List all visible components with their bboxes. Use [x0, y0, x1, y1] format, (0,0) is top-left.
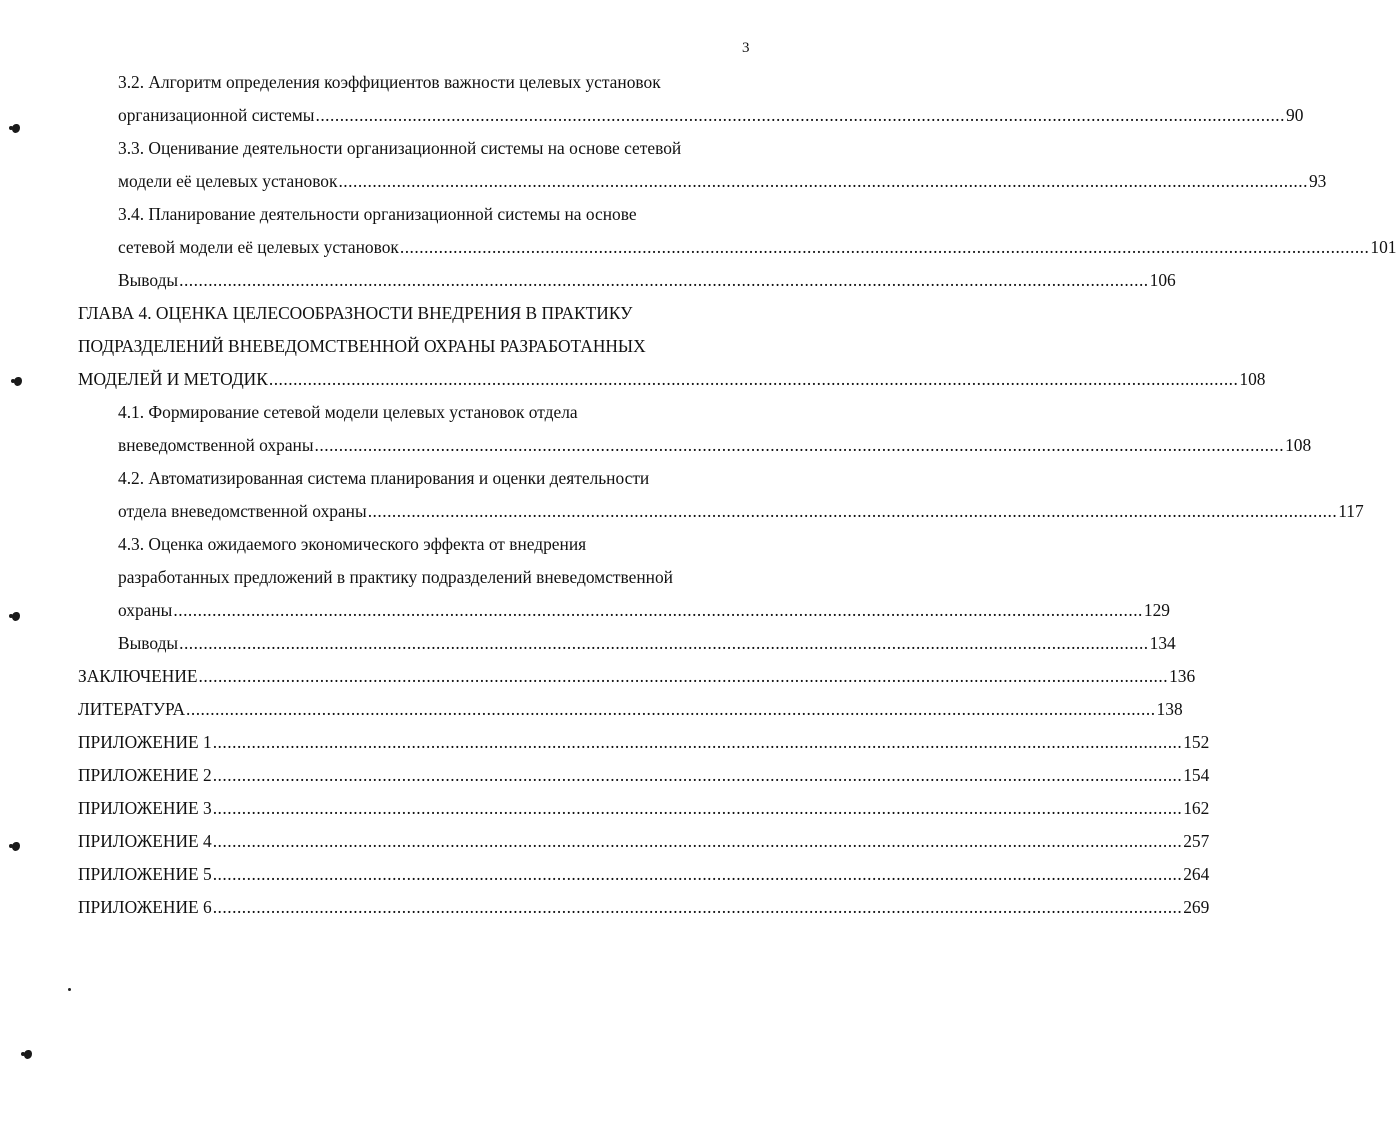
toc-entry-text: 4.2. Автоматизированная система планирования и оценки деятельности [118, 468, 650, 488]
toc-entry-3-4[interactable] [78, 231, 1396, 264]
toc-entry-text: охраны [118, 600, 173, 620]
toc-entry-appendix-2[interactable] [78, 759, 1210, 792]
scan-mark [12, 842, 20, 851]
toc-entry-appendix-1[interactable] [78, 726, 1210, 759]
toc-chapter-4-line1 [78, 297, 751, 330]
toc-entry-text: организационной системы [118, 105, 315, 125]
toc-chapter-4[interactable] [78, 363, 1266, 396]
toc-entry-text: ПРИЛОЖЕНИЕ 4 [78, 831, 212, 851]
leader-dots: ........................................................................................................................................................................................................ [315, 105, 1285, 125]
toc-entry-text: 4.3. Оценка ожидаемого экономического эффекта от внедрения [118, 534, 587, 554]
toc-entry-conclusions-3[interactable] [78, 264, 1176, 297]
toc-entry-conclusion[interactable] [78, 660, 1196, 693]
leader-dots: ........................................................................................................................................................................................................ [212, 765, 1183, 785]
toc-entry-4-3[interactable] [78, 594, 1170, 627]
toc-entry-text: ПРИЛОЖЕНИЕ 3 [78, 798, 212, 818]
leader-dots: ........................................................................................................................................................................................................ [212, 798, 1183, 818]
toc-entry-text: ПРИЛОЖЕНИЕ 1 [78, 732, 212, 752]
leader-dots: ........................................................................................................................................................................................................ [314, 435, 1285, 455]
leader-dots: ........................................................................................................................................................................................................ [198, 666, 1169, 686]
toc-page-number: 108 [1285, 435, 1312, 455]
toc-page-number: 93 [1308, 171, 1327, 191]
toc-entry-text: Выводы [118, 270, 179, 290]
toc-page-number: 152 [1183, 732, 1210, 752]
toc-page-number: 129 [1143, 600, 1170, 620]
toc-entry-3-4-line1 [78, 198, 751, 231]
toc-page-number: 257 [1183, 831, 1210, 851]
leader-dots: ........................................................................................................................................................................................................ [212, 831, 1183, 851]
leader-dots: ........................................................................................................................................................................................................ [212, 897, 1183, 917]
toc-page-number: 162 [1183, 798, 1210, 818]
leader-dots: ........................................................................................................................................................................................................ [212, 864, 1183, 884]
toc-entry-text: отдела вневедомственной охраны [118, 501, 367, 521]
toc-entry-text: ПРИЛОЖЕНИЕ 2 [78, 765, 212, 785]
leader-dots: ........................................................................................................................................................................................................ [173, 600, 1143, 620]
toc-entry-4-3-line1 [78, 528, 751, 561]
toc-entry-text: ЗАКЛЮЧЕНИЕ [78, 666, 198, 686]
toc-page-number: 269 [1183, 897, 1210, 917]
toc-page-number: 101 [1370, 237, 1396, 257]
toc-entry-appendix-5[interactable] [78, 858, 1210, 891]
toc-page-number: 138 [1156, 699, 1183, 719]
leader-dots: ........................................................................................................................................................................................................ [399, 237, 1370, 257]
toc-entry-text: вневедомственной охраны [118, 435, 314, 455]
toc-entry-text: ПОДРАЗДЕЛЕНИЙ ВНЕВЕДОМСТВЕННОЙ ОХРАНЫ РАЗРАБОТАННЫХ [78, 336, 646, 356]
toc-page-number: 264 [1183, 864, 1210, 884]
scan-mark [14, 377, 22, 386]
toc-chapter-4-line2 [78, 330, 751, 363]
scan-mark [12, 612, 20, 621]
toc-page-number: 134 [1149, 633, 1176, 653]
toc-entry-text: Выводы [118, 633, 179, 653]
toc-entry-4-2[interactable] [78, 495, 1364, 528]
toc-page-number: 90 [1286, 105, 1304, 125]
toc-entry-text: разработанных предложений в практику подразделений вневедомственной [118, 567, 673, 587]
toc-entry-3-2-line1 [78, 66, 751, 99]
toc-page-number: 136 [1169, 666, 1196, 686]
toc-entry-text: 3.4. Планирование деятельности организационной системы на основе [118, 204, 637, 224]
toc-entry-conclusions-4[interactable] [78, 627, 1176, 660]
toc-entry-3-2[interactable] [78, 99, 1304, 132]
leader-dots: ........................................................................................................................................................................................................ [186, 699, 1156, 719]
toc-entry-text: ПРИЛОЖЕНИЕ 6 [78, 897, 212, 917]
table-of-contents [78, 66, 1396, 924]
toc-page-number: 117 [1338, 501, 1364, 521]
scan-mark [24, 1050, 32, 1059]
toc-page-number: 154 [1183, 765, 1210, 785]
toc-entry-appendix-3[interactable] [78, 792, 1210, 825]
toc-entry-4-3-line2 [78, 561, 751, 594]
leader-dots: ........................................................................................................................................................................................................ [179, 270, 1149, 290]
toc-entry-text: 3.3. Оценивание деятельности организационной системы на основе сетевой [118, 138, 682, 158]
toc-entry-4-2-line1 [78, 462, 751, 495]
toc-entry-text: 3.2. Алгоритм определения коэффициентов важности целевых установок [118, 72, 661, 92]
leader-dots: ........................................................................................................................................................................................................ [268, 369, 1239, 389]
toc-entry-text: ПРИЛОЖЕНИЕ 5 [78, 864, 212, 884]
toc-entry-text: 4.1. Формирование сетевой модели целевых установок отдела [118, 402, 578, 422]
toc-entry-text: МОДЕЛЕЙ И МЕТОДИК [78, 369, 268, 389]
leader-dots: ........................................................................................................................................................................................................ [179, 633, 1149, 653]
leader-dots: ........................................................................................................................................................................................................ [367, 501, 1338, 521]
toc-entry-appendix-4[interactable] [78, 825, 1210, 858]
scan-mark [12, 124, 20, 133]
scan-speck [68, 988, 71, 991]
toc-entry-3-3[interactable] [78, 165, 1327, 198]
toc-entry-literature[interactable] [78, 693, 1183, 726]
toc-entry-text: ЛИТЕРАТУРА [78, 699, 186, 719]
toc-entry-3-3-line1 [78, 132, 751, 165]
toc-entry-text: модели её целевых установок [118, 171, 338, 191]
toc-entry-4-1[interactable] [78, 429, 1312, 462]
toc-page-number: 106 [1149, 270, 1176, 290]
toc-entry-appendix-6[interactable] [78, 891, 1210, 924]
page-number: 3 [742, 40, 750, 56]
toc-page-number: 108 [1239, 369, 1266, 389]
toc-entry-text: ГЛАВА 4. ОЦЕНКА ЦЕЛЕСООБРАЗНОСТИ ВНЕДРЕНИЯ В ПРАКТИКУ [78, 303, 633, 323]
leader-dots: ........................................................................................................................................................................................................ [212, 732, 1183, 752]
toc-entry-text: сетевой модели её целевых установок [118, 237, 399, 257]
toc-entry-4-1-line1 [78, 396, 751, 429]
leader-dots: ........................................................................................................................................................................................................ [338, 171, 1308, 191]
